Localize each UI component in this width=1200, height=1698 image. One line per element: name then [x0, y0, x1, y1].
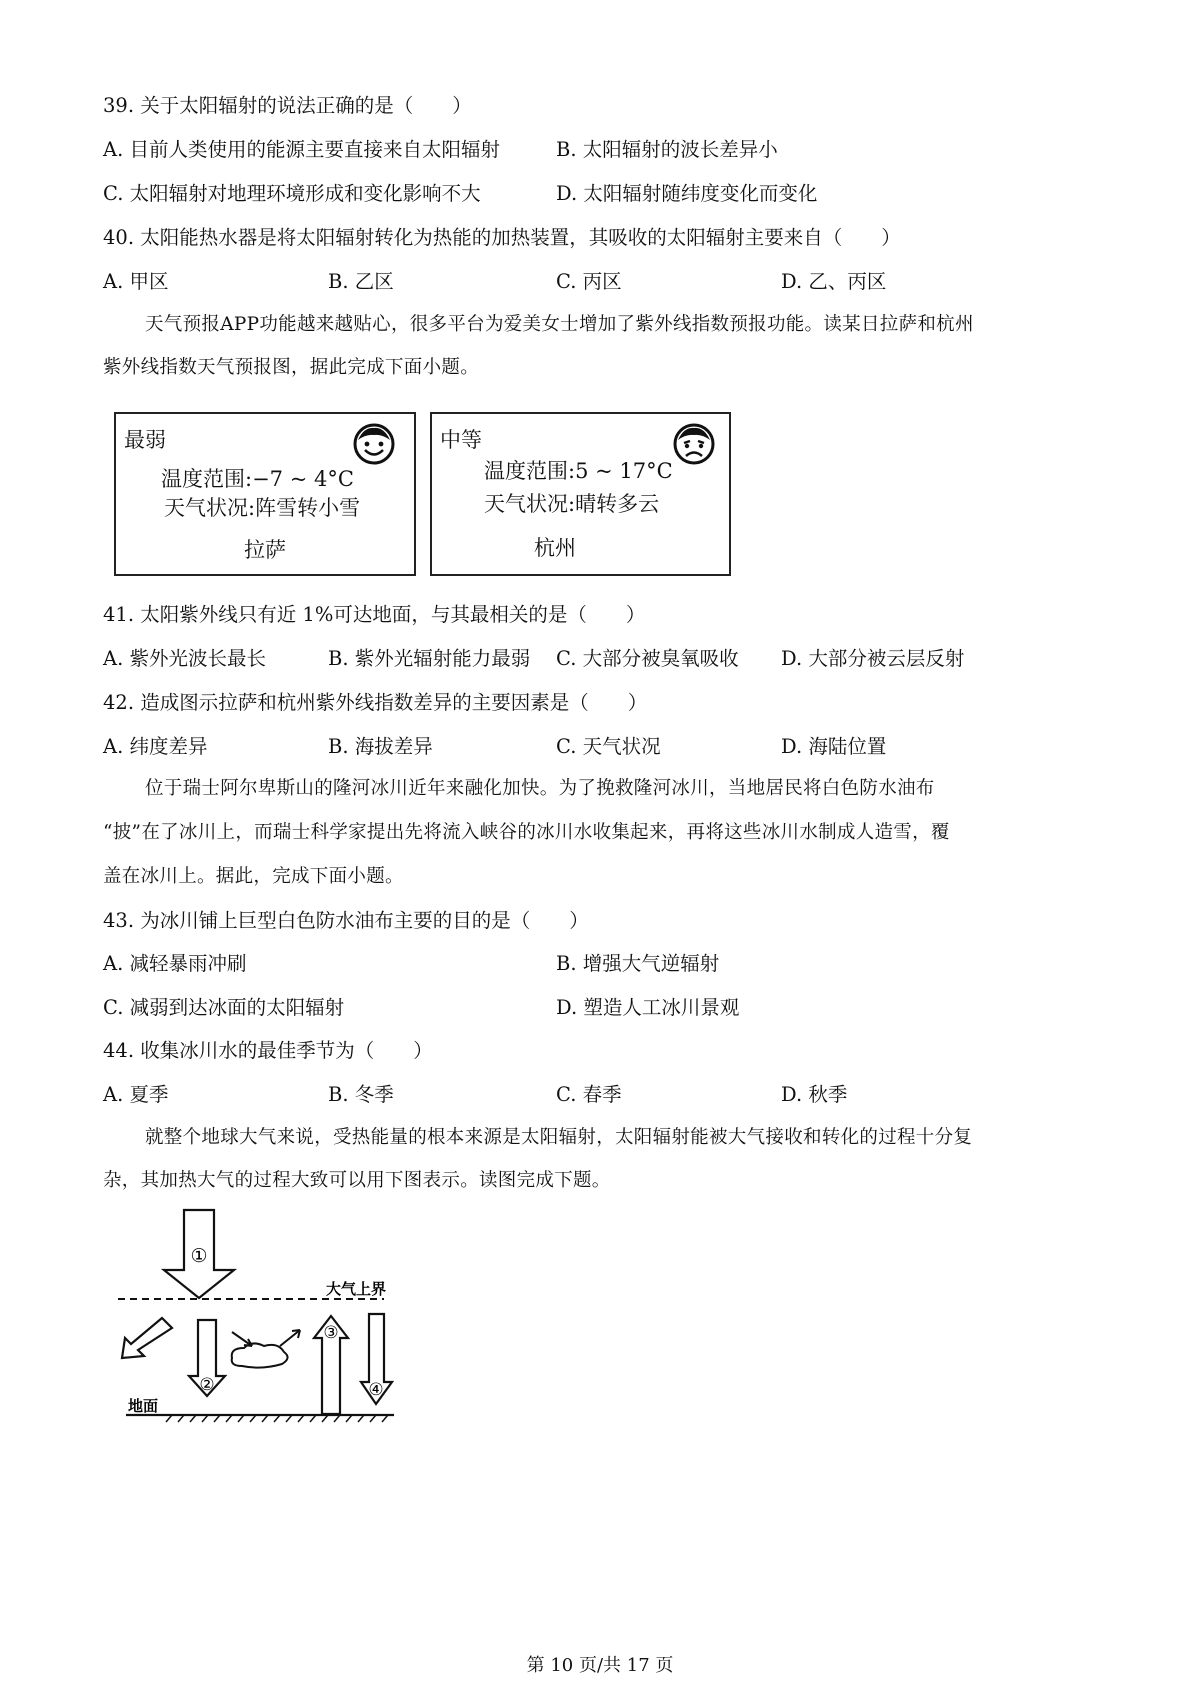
q41-option-c: C. 大部分被臭氧吸收: [556, 647, 739, 670]
scatter-arrow-out: [280, 1330, 300, 1346]
q39-stem: 39. 关于太阳辐射的说法正确的是（ ）: [103, 94, 472, 117]
uv-card-lhasa: [114, 412, 416, 576]
passage-heating-line2: 杂，其加热大气的过程大致可以用下图表示。读图完成下题。: [103, 1170, 611, 1191]
q41-option-d: D. 大部分被云层反射: [781, 647, 965, 670]
smiley-face-icon: [352, 422, 396, 470]
arrow-2-label: ②: [199, 1375, 215, 1395]
passage-heating-line1: 就整个地球大气来说，受热能量的根本来源是太阳辐射，太阳辐射能被大气接收和转化的过程十分复: [145, 1127, 973, 1148]
q42-option-c: C. 天气状况: [556, 735, 661, 758]
q41-option-b: B. 紫外光辐射能力最弱: [328, 647, 531, 670]
q43-stem: 43. 为冰川铺上巨型白色防水油布主要的目的是（ ）: [103, 909, 589, 932]
arrow-1-label: ①: [190, 1245, 208, 1267]
q42-option-a: A. 纬度差异: [103, 735, 208, 758]
q40-option-d: D. 乙、丙区: [781, 270, 887, 293]
uv-city: 杭州: [534, 536, 576, 560]
weather-label: 天气状况:: [484, 492, 576, 516]
q43-option-c: C. 减弱到达冰面的太阳辐射: [103, 996, 345, 1019]
uv-level: 中等: [440, 428, 482, 452]
uv-temp-row: [161, 465, 354, 493]
q43-option-a: A. 减轻暴雨冲刷: [103, 952, 247, 975]
q44-option-d: D. 秋季: [781, 1083, 848, 1106]
weather-value: 阵雪转小雪: [255, 496, 361, 520]
uv-level: 最弱: [124, 428, 166, 452]
passage-uv-line1: 天气预报APP功能越来越贴心，很多平台为爱美女士增加了紫外线指数预报功能。读某日拉萨和杭州: [145, 314, 974, 335]
uv-card-hangzhou: [430, 412, 731, 576]
weather-label: 天气状况:: [164, 496, 256, 520]
q44-option-a: A. 夏季: [103, 1083, 169, 1106]
q44-option-b: B. 冬季: [328, 1083, 394, 1106]
temp-value: −7 ~ 4°C: [252, 467, 354, 491]
uv-weather-row: [164, 494, 360, 522]
q40-option-b: B. 乙区: [328, 270, 394, 293]
q39-option-b: B. 太阳辐射的波长差异小: [556, 138, 778, 161]
q43-option-d: D. 塑造人工冰川景观: [556, 996, 740, 1019]
q41-option-a: A. 紫外光波长最长: [103, 647, 266, 670]
passage-glacier-line2: “披”在了冰川上，而瑞士科学家提出先将流入峡谷的冰川水收集起来，再将这些冰川水制成人造雪，覆: [103, 822, 950, 843]
passage-glacier-line3: 盖在冰川上。据此，完成下面小题。: [103, 866, 404, 887]
weather-value: 晴转多云: [575, 492, 660, 516]
q41-stem: 41. 太阳紫外线只有近 1%可达地面，与其最相关的是（ ）: [103, 603, 646, 626]
passage-glacier-line1: 位于瑞士阿尔卑斯山的隆河冰川近年来融化加快。为了挽救隆河冰川，当地居民将白色防水油布: [145, 778, 935, 799]
ground-label: 地面: [128, 1397, 159, 1415]
temp-value: 5 ~ 17°C: [575, 459, 673, 483]
q40-option-a: A. 甲区: [103, 270, 169, 293]
arrow-3-label: ③: [323, 1323, 339, 1343]
temp-label: 温度范围:: [484, 459, 576, 483]
page-footer: 第 10 页/共 17 页: [526, 1655, 674, 1676]
q43-option-b: B. 增强大气逆辐射: [556, 952, 720, 975]
uv-weather-row: [484, 490, 659, 518]
atmosphere-top-label: 大气上界: [326, 1280, 387, 1298]
temp-label: 温度范围:: [161, 467, 253, 491]
passage-uv-line2: 紫外线指数天气预报图，据此完成下面小题。: [103, 357, 480, 378]
q40-option-c: C. 丙区: [556, 270, 622, 293]
atmosphere-heating-diagram: [112, 1208, 412, 1428]
q39-option-a: A. 目前人类使用的能源主要直接来自太阳辐射: [103, 138, 500, 161]
uv-temp-row: [484, 457, 673, 485]
frowning-face-icon: [672, 422, 716, 470]
q39-option-d: D. 太阳辐射随纬度变化而变化: [556, 182, 818, 205]
q39-option-c: C. 太阳辐射对地理环境形成和变化影响不大: [103, 182, 481, 205]
q44-stem: 44. 收集冰川水的最佳季节为（ ）: [103, 1039, 433, 1062]
q40-stem: 40. 太阳能热水器是将太阳辐射转化为热能的加热装置，其吸收的太阳辐射主要来自（ ）: [103, 226, 901, 249]
q42-option-b: B. 海拔差异: [328, 735, 433, 758]
arrow-4-label: ④: [368, 1380, 384, 1400]
q44-option-c: C. 春季: [556, 1083, 622, 1106]
cloud-icon: [232, 1343, 288, 1367]
q42-stem: 42. 造成图示拉萨和杭州紫外线指数差异的主要因素是（ ）: [103, 691, 648, 714]
uv-city: 拉萨: [244, 538, 286, 562]
q42-option-d: D. 海陆位置: [781, 735, 887, 758]
reflected-arrow: [122, 1318, 172, 1358]
